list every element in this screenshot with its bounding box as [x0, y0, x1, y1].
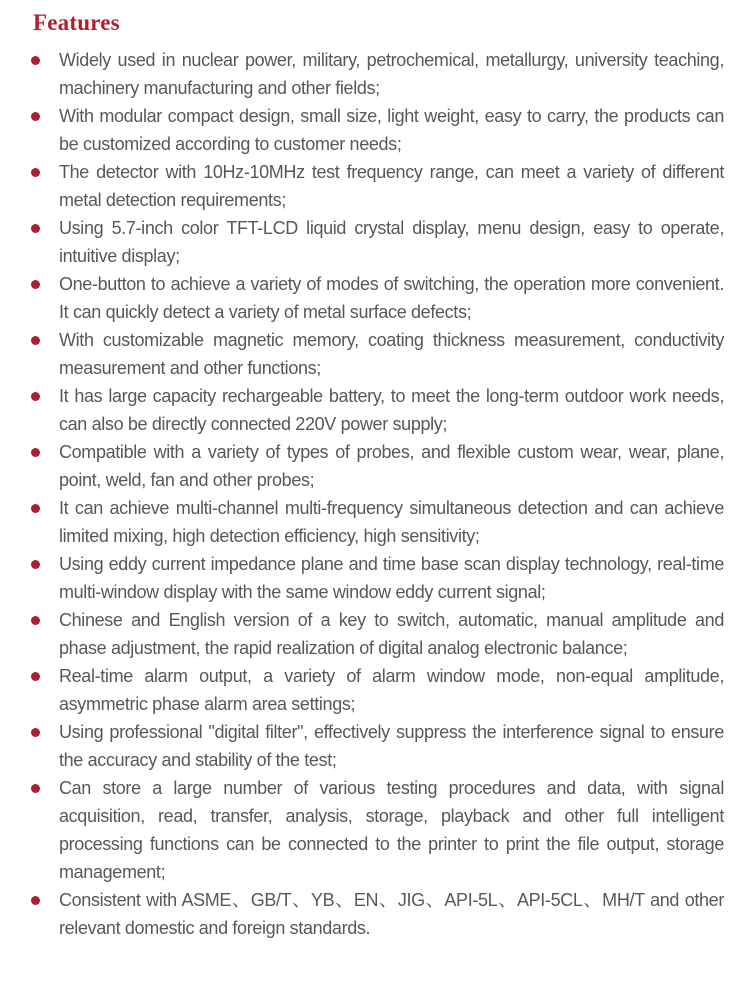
list-item	[0, 662, 750, 718]
feature-text: Real-time alarm output, a variety of alarm window mode, non-equal amplitude, asymmetric phase alarm area settings;	[59, 666, 724, 714]
bullet-icon	[31, 448, 40, 457]
bullet-icon	[31, 560, 40, 569]
list-item	[0, 326, 750, 382]
bullet-icon	[31, 672, 40, 681]
list-item	[0, 606, 750, 662]
bullet-icon	[31, 616, 40, 625]
list-item	[0, 46, 750, 102]
feature-text: Can store a large number of various testing procedures and data, with signal acquisition, read, transfer, analysis, storage, playback and other full intelligent processing functions can be connected to the printer to print the file output, storage management;	[59, 778, 724, 882]
feature-text: Using eddy current impedance plane and time base scan display technology, real-time multi-window display with the same window eddy current signal;	[59, 554, 724, 602]
feature-text: Consistent with ASME、GB/T、YB、EN、JIG、API-5L、API-5CL、MH/T and other relevant domestic and foreign standards.	[59, 890, 724, 938]
list-item	[0, 158, 750, 214]
bullet-icon	[31, 168, 40, 177]
list-item	[0, 270, 750, 326]
list-item	[0, 774, 750, 886]
bullet-icon	[31, 392, 40, 401]
bullet-icon	[31, 112, 40, 121]
features-list	[0, 46, 750, 942]
page-title: Features	[33, 10, 120, 35]
feature-text: With modular compact design, small size, light weight, easy to carry, the products can be customized according to customer needs;	[59, 106, 724, 154]
feature-text: Compatible with a variety of types of probes, and flexible custom wear, wear, plane, point, weld, fan and other probes;	[59, 442, 724, 490]
feature-text: One-button to achieve a variety of modes of switching, the operation more convenient. It can quickly detect a variety of metal surface defects;	[59, 274, 724, 322]
list-item	[0, 214, 750, 270]
feature-text: Using professional "digital filter", effectively suppress the interference signal to ensure the accuracy and stability of the test;	[59, 722, 724, 770]
bullet-icon	[31, 336, 40, 345]
list-item	[0, 550, 750, 606]
bullet-icon	[31, 784, 40, 793]
feature-text: Using 5.7-inch color TFT-LCD liquid crystal display, menu design, easy to operate, intuitive display;	[59, 218, 724, 266]
bullet-icon	[31, 224, 40, 233]
bullet-icon	[31, 504, 40, 513]
bullet-icon	[31, 280, 40, 289]
list-item	[0, 718, 750, 774]
feature-text: It has large capacity rechargeable battery, to meet the long-term outdoor work needs, can also be directly connected 220V power supply;	[59, 386, 724, 434]
bullet-icon	[31, 896, 40, 905]
bullet-icon	[31, 56, 40, 65]
feature-text: Chinese and English version of a key to switch, automatic, manual amplitude and phase adjustment, the rapid realization of digital analog electronic balance;	[59, 610, 724, 658]
feature-text: It can achieve multi-channel multi-frequency simultaneous detection and can achieve limited mixing, high detection efficiency, high sensitivity;	[59, 498, 724, 546]
bullet-icon	[31, 728, 40, 737]
feature-text: The detector with 10Hz-10MHz test frequency range, can meet a variety of different metal detection requirements;	[59, 162, 724, 210]
list-item	[0, 494, 750, 550]
list-item	[0, 102, 750, 158]
feature-text: With customizable magnetic memory, coating thickness measurement, conductivity measurement and other functions;	[59, 330, 724, 378]
list-item	[0, 382, 750, 438]
list-item	[0, 886, 750, 942]
feature-text: Widely used in nuclear power, military, petrochemical, metallurgy, university teaching, machinery manufacturing and other fields;	[59, 50, 724, 98]
list-item	[0, 438, 750, 494]
